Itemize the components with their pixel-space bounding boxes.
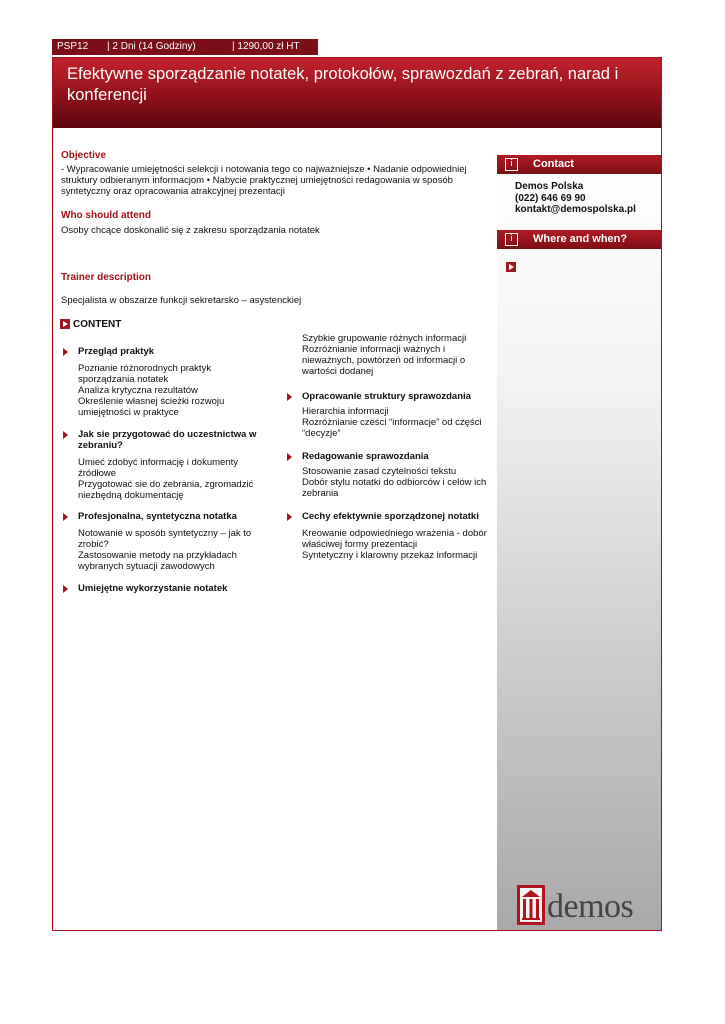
- bullet-icon: [63, 348, 68, 356]
- content-item-line: Dobór stylu notatki do odbiorców i celów ich: [302, 477, 487, 488]
- title-banner: [53, 58, 661, 128]
- content-item-line: Syntetyczny i klarowny przekaz informacji: [302, 550, 478, 561]
- contact-info: [515, 181, 636, 216]
- bullet-icon: [287, 393, 292, 401]
- bullet-icon: [63, 431, 68, 439]
- arrow-icon: [506, 262, 516, 272]
- trainer-title: Trainer description: [61, 272, 152, 283]
- contact-header: [497, 155, 661, 174]
- content-item: [78, 346, 273, 418]
- audience-text: Osoby chcące doskonalić się z zakresu sporządzania notatek: [61, 225, 320, 236]
- content-item: [78, 429, 273, 501]
- bullet-icon: [287, 453, 292, 461]
- contact-email[interactable]: kontakt@demospolska.pl: [515, 204, 636, 215]
- content-item-line: Analiza krytyczna rezultatów: [78, 385, 198, 396]
- content-item: [302, 451, 494, 499]
- page-title: Efektywne sporządzanie notatek, protokołów, sprawozdań z zebrań, narad i konferencji: [67, 65, 619, 104]
- demos-logo: [517, 885, 649, 925]
- content-item-title: Profesjonalna, syntetyczna notatka: [78, 511, 237, 522]
- content-item-line: Rozróżnianie cześci “informacje” od części: [302, 417, 482, 428]
- arrow-icon: [60, 319, 70, 329]
- content-item-title: Jak sie przygotować do uczestnictwa w zebraniu?: [78, 429, 257, 451]
- content-item: [78, 511, 273, 572]
- objective-line: struktury odbieranym informacjom • Nabycie praktycznej umiejętności redagowania w sposób: [61, 175, 453, 186]
- content-item-title: Opracowanie struktury sprawozdania: [302, 391, 471, 402]
- content-item-line: Rozróżnianie informacji ważnych i: [302, 344, 446, 355]
- bullet-icon: [287, 513, 292, 521]
- content-item-line: zebrania: [302, 488, 339, 499]
- info-icon: i: [505, 158, 518, 171]
- logo-text: demos: [547, 888, 634, 925]
- where-when-header: [497, 230, 661, 249]
- content-item-line: źródłowe: [78, 468, 117, 479]
- content-item-line: Umieć zdobyć informację i dokumenty: [78, 457, 238, 468]
- content-item-line: umiejętności w praktyce: [78, 407, 179, 418]
- content-item-line: Poznanie różnorodnych praktyk: [78, 363, 212, 374]
- contact-phone[interactable]: (022) 646 69 90: [515, 192, 586, 204]
- content-item-line: zrobić?: [78, 539, 109, 550]
- content-item-title: Przegląd praktyk: [78, 346, 155, 357]
- content-item-title: Umiejętne wykorzystanie notatek: [78, 583, 228, 594]
- objective-line: syntetyczny oraz opracowania atrakcyjnej prezentacji: [61, 186, 285, 197]
- content-item-line: Stosowanie zasad czytelności tekstu: [302, 466, 457, 477]
- content-item-line: nieważnych, powtórzeń od informacji o: [302, 355, 466, 366]
- where-when-title: Where and when?: [533, 233, 628, 245]
- contact-title: Contact: [533, 158, 574, 170]
- sidebar: [497, 153, 661, 930]
- course-code: PSP12: [57, 41, 89, 52]
- course-info-bar: [52, 39, 318, 55]
- content-item-line: wybranych sytuacji zawodowych: [78, 561, 215, 572]
- course-duration: | 2 Dni (14 Godziny): [107, 41, 196, 52]
- objective-title: Objective: [61, 150, 107, 161]
- objective-text: [61, 164, 467, 197]
- trainer-text: Specjalista w obszarze funkcji sekretarsko – asystenckiej: [61, 295, 302, 306]
- content-continuation: [302, 333, 494, 377]
- bullet-icon: [63, 585, 68, 593]
- content-item-line: sporządzania notatek: [78, 374, 169, 385]
- objective-line: - Wypracowanie umiejętności selekcji i notowania tego co najważniejsze • Nadanie odpowiedniej: [61, 164, 467, 175]
- info-icon: i: [505, 233, 518, 246]
- content-item: [78, 583, 273, 594]
- contact-company: Demos Polska: [515, 181, 584, 192]
- content-item-line: Hierarchia informacji: [302, 406, 389, 417]
- content-item-line: wartości dodanej: [302, 366, 374, 377]
- content-item-line: właściwej formy prezentacji: [302, 539, 418, 550]
- content-item-title: Cechy efektywnie sporządzonej notatki: [302, 511, 479, 522]
- content-item-line: Zastosowanie metody na przykładach: [78, 550, 237, 561]
- content-item-line: Przygotować sie do zebrania, zgromadzić: [78, 479, 254, 490]
- course-price: | 1290,00 zł HT: [232, 41, 300, 52]
- audience-title: Who should attend: [61, 210, 151, 221]
- demos-emblem-icon: [517, 885, 545, 925]
- content-item-line: Notowanie w sposób syntetyczny – jak to: [78, 528, 252, 539]
- content-item-line: Określenie własnej ścieżki rozwoju: [78, 396, 225, 407]
- content-item-line: “decyzje”: [302, 428, 341, 439]
- content-item-line: Szybkie grupowanie różnych informacji: [302, 333, 467, 344]
- content-title: CONTENT: [73, 319, 122, 330]
- content-item: [302, 391, 494, 439]
- content-item-line: niezbędną dokumentację: [78, 490, 184, 501]
- content-item-line: Kreowanie odpowiedniego wrażenia - dobór: [302, 528, 487, 539]
- bullet-icon: [63, 513, 68, 521]
- content-item-title: Redagowanie sprawozdania: [302, 451, 429, 462]
- content-item: [302, 511, 494, 561]
